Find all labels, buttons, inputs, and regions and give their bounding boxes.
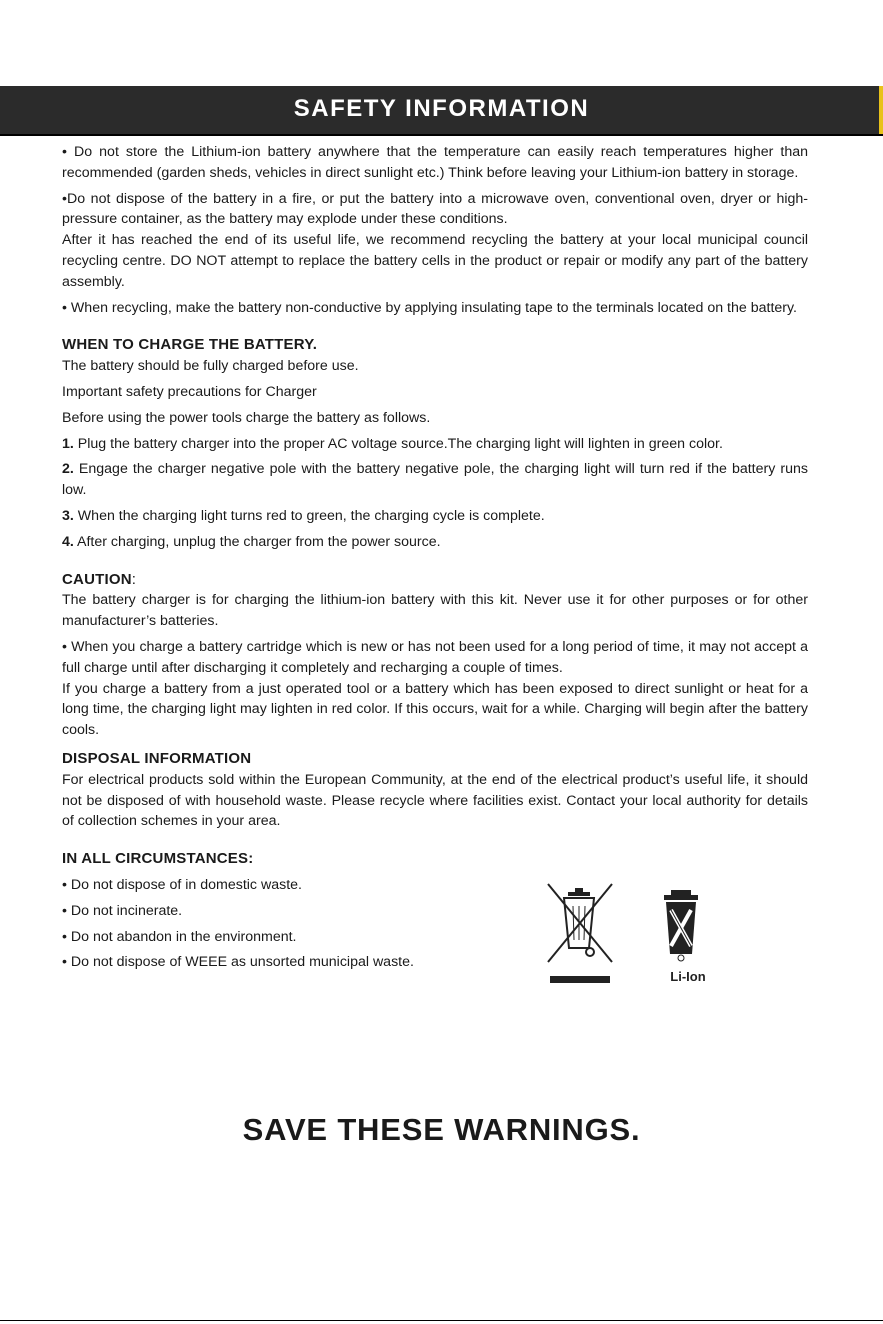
storage-paragraph-3: After it has reached the end of its useful life, we recommend recycling the battery at your local municipal council recycling centre. DO NOT attempt to replace the battery cells in the product or repair or modify any part of the battery assembly.	[62, 232, 808, 290]
step-text: Engage the charger negative pole with the battery negative pole, the charging light will turn red if the battery runs low.	[62, 461, 808, 499]
storage-paragraph-1: • Do not store the Lithium-ion battery anywhere that the temperature can easily reach temperatures higher than recommended (garden sheds, vehicles in direct sunlight etc.) Think before leaving your Lithium-ion battery in storage.	[62, 144, 808, 181]
li-ion-label: Li-Ion	[670, 969, 706, 984]
li-ion-crossed-bin-icon	[664, 890, 698, 961]
circumstances-list	[62, 875, 502, 973]
caution-heading	[62, 570, 808, 591]
circumstances-heading: IN ALL CIRCUMSTANCES:	[62, 850, 254, 868]
caution-colon: :	[131, 570, 137, 588]
step-number: 2.	[62, 461, 74, 478]
weee-crossed-bin-icon	[548, 884, 612, 983]
charge-step-3	[62, 506, 808, 527]
step-number: 4.	[62, 533, 74, 550]
disposal-heading: DISPOSAL INFORMATION	[62, 749, 252, 767]
disposal-paragraph-1: For electrical products sold within the European Community, at the end of the electrical product’s useful life, it should not be disposed of with household waste. Please recycle where facilities exist. Contact your local authority for details of collection schemes in your area.	[62, 771, 808, 830]
charge-paragraph-3: Before using the power tools charge the battery as follows.	[62, 409, 431, 426]
bottom-rule	[0, 1320, 883, 1321]
caution-paragraph-2: • When you charge a battery cartridge which is new or has not been used for a long period of time, it may not accept a full charge until after discharging it completely and recharging a couple of times.	[62, 638, 808, 676]
save-warnings-title: SAVE THESE WARNINGS.	[242, 1112, 641, 1147]
step-text: Plug the battery charger into the proper AC voltage source.The charging light will lighten in green color.	[73, 435, 723, 452]
charge-step-2	[62, 459, 808, 501]
caution-paragraph-1: The battery charger is for charging the lithium-ion battery with this kit. Never use it for other purposes or for other manufacturer’s batteries.	[62, 592, 808, 630]
page-title: SAFETY INFORMATION	[293, 95, 590, 122]
step-text: After charging, unplug the charger from the power source.	[73, 533, 441, 550]
list-item: • Do not incinerate.	[62, 902, 183, 919]
caution-heading-text: CAUTION	[62, 570, 132, 588]
document-body	[62, 142, 808, 973]
list-item: • Do not abandon in the environment.	[62, 928, 297, 945]
charge-heading: WHEN TO CHARGE THE BATTERY.	[62, 336, 318, 354]
charge-paragraph-2: Important safety precautions for Charger	[62, 383, 317, 400]
disposal-symbols	[540, 880, 730, 990]
step-number: 1.	[62, 435, 74, 452]
storage-paragraph-4: • When recycling, make the battery non-conductive by applying insulating tape to the terminals located on the battery.	[62, 299, 797, 316]
caution-paragraph-3: If you charge a battery from a just operated tool or a battery which has been exposed to direct sunlight or heat for a long time, the charging light may lighten in red color. If this occurs, wait for a while. Charging will begin after the battery cools.	[62, 680, 808, 739]
header-band	[0, 86, 883, 136]
charge-step-4	[62, 532, 808, 553]
header-edge-accent	[879, 86, 883, 134]
step-number: 3.	[62, 507, 74, 524]
list-item: • Do not dispose of WEEE as unsorted municipal waste.	[62, 954, 414, 971]
storage-paragraph-2: •Do not dispose of the battery in a fire, or put the battery into a microwave oven, conventional oven, dryer or high-pressure container, as the battery may explode under these conditions.	[62, 190, 808, 228]
list-item: • Do not dispose of in domestic waste.	[62, 876, 302, 893]
charge-paragraph-1: The battery should be fully charged before use.	[62, 358, 359, 375]
charge-step-1	[62, 434, 808, 455]
step-text: When the charging light turns red to green, the charging cycle is complete.	[73, 507, 545, 524]
